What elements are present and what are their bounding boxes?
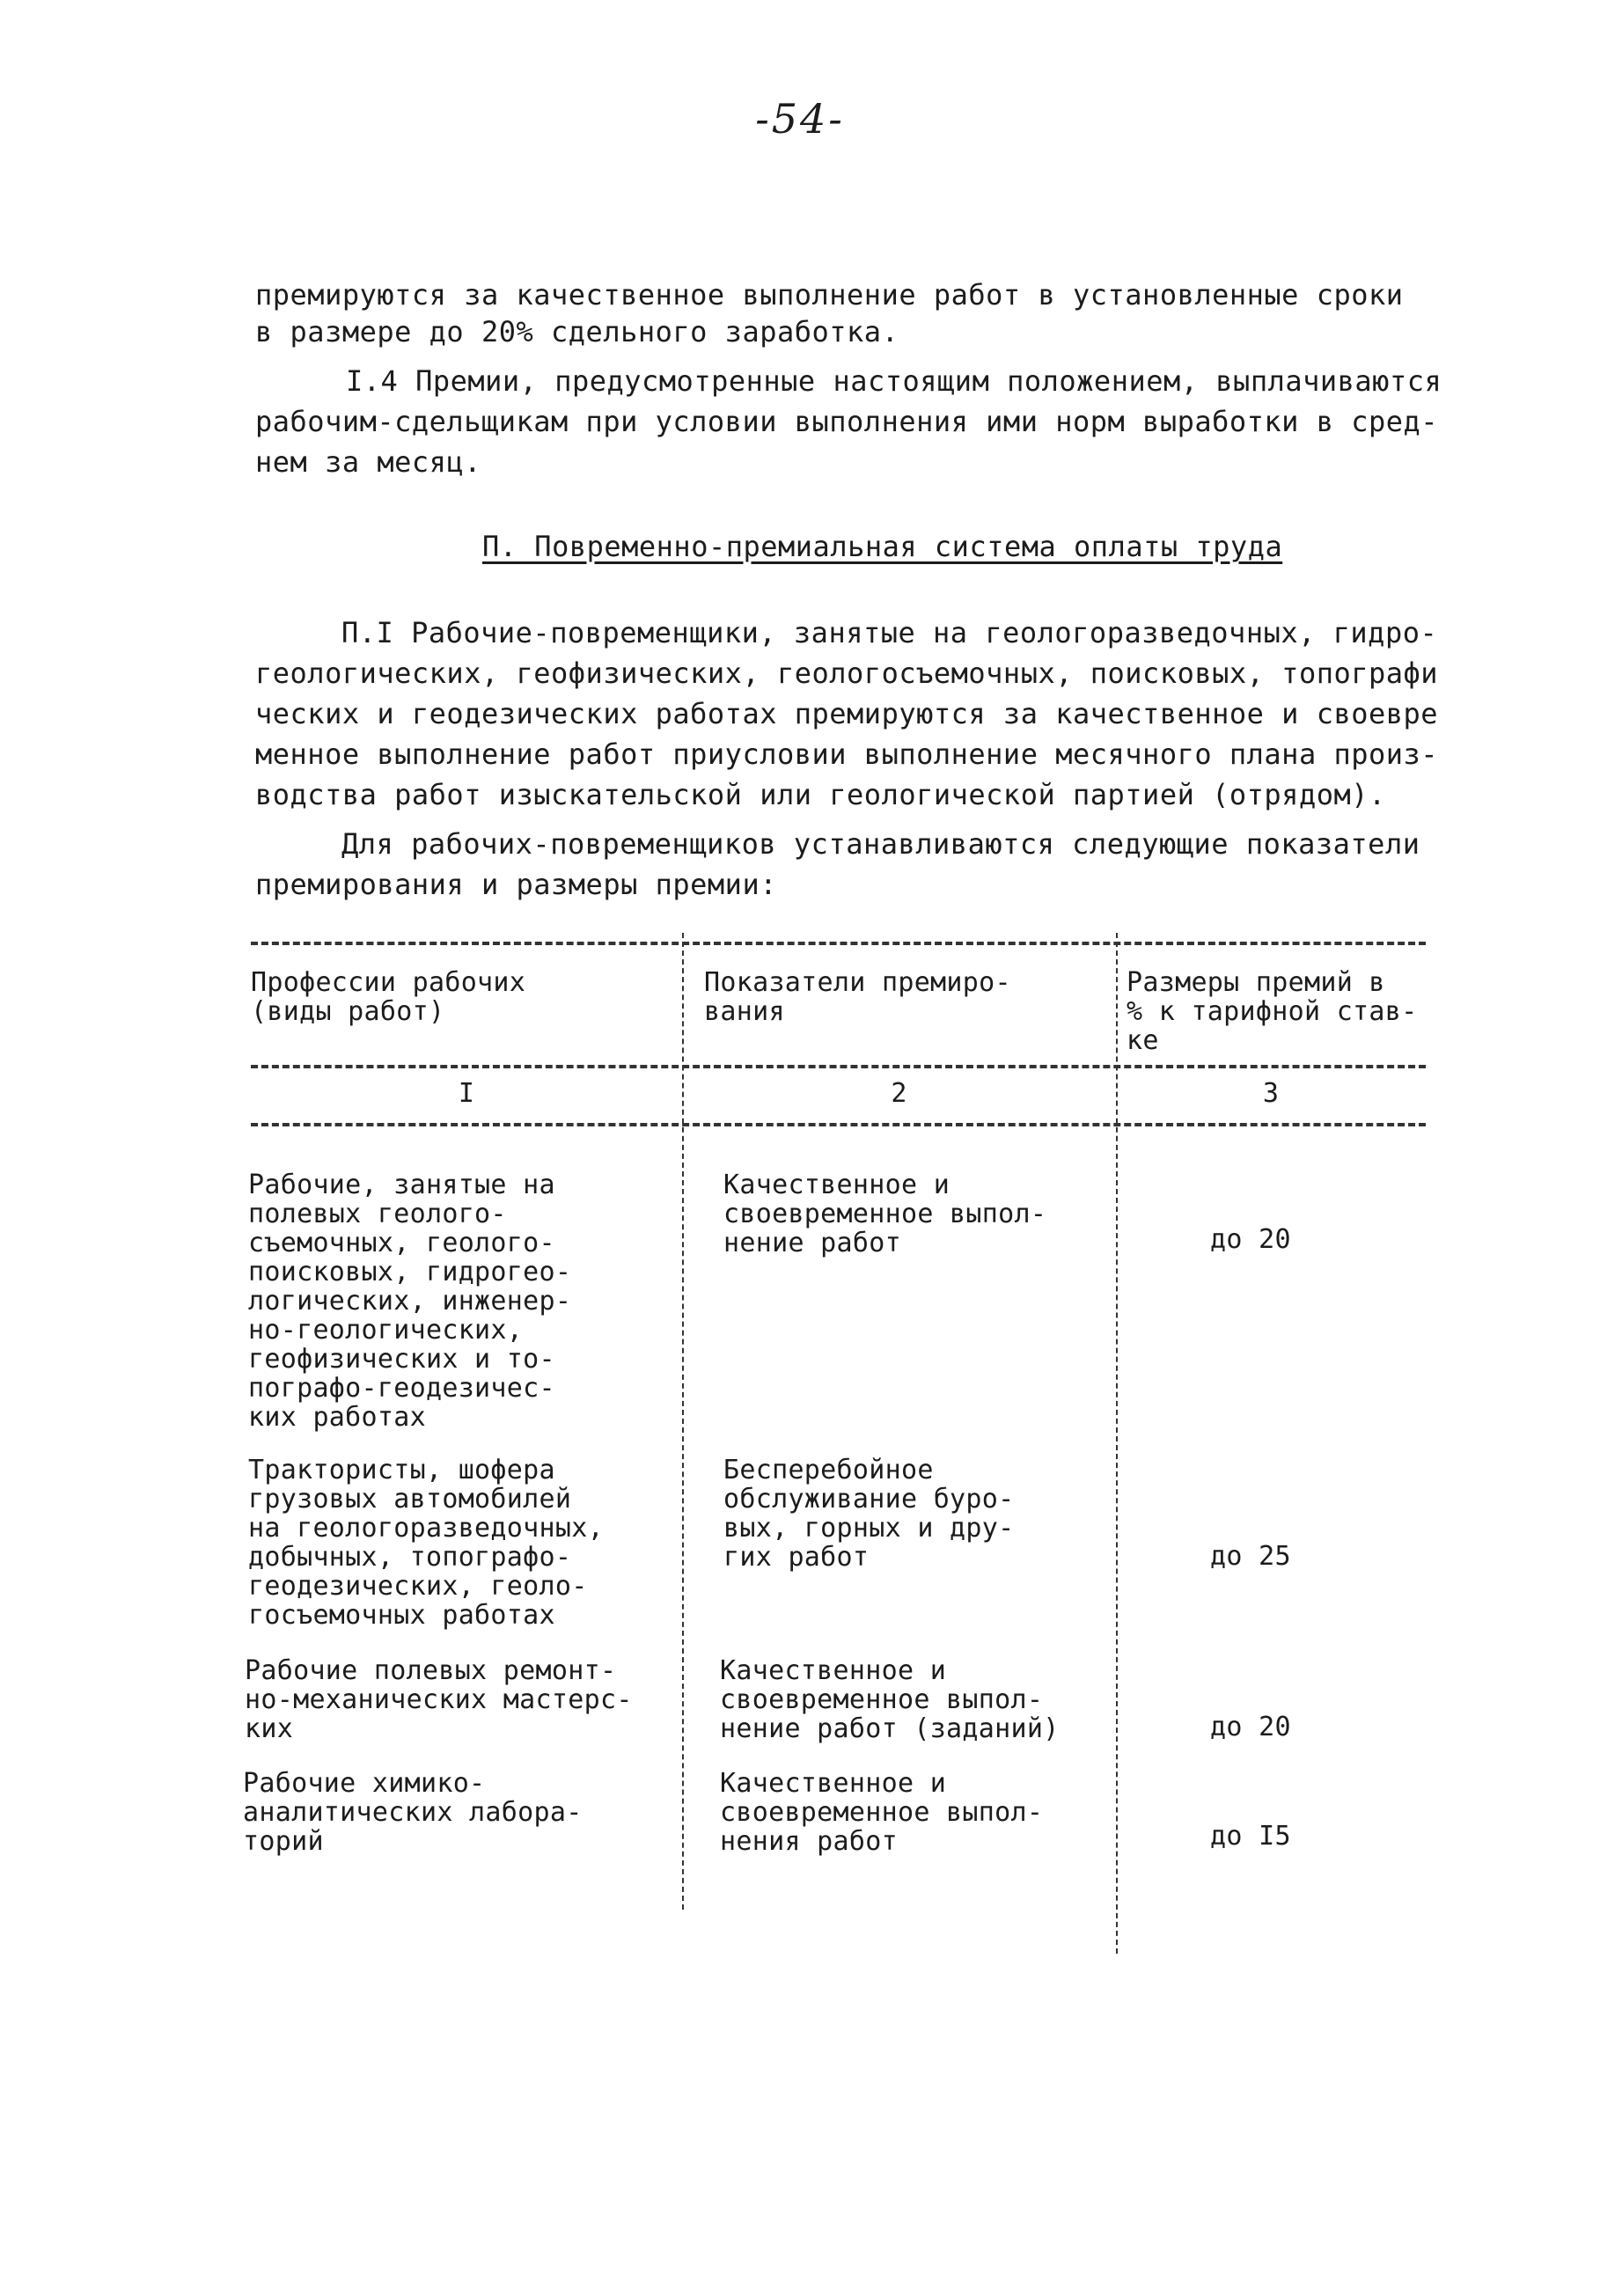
header-professions: Профессии рабочих (виды работ) xyxy=(251,967,526,1027)
table-rule-top xyxy=(251,942,1426,945)
text-line: в размере до 20% сдельного заработка. xyxy=(255,315,899,348)
text-line: Для рабочих-повременщиков устанавливаются следующие показатели xyxy=(341,827,1420,861)
text-line: рабочим-сдельщикам при условии выполнения ими норм выработки в сред- xyxy=(255,405,1439,438)
column-number-2: 2 xyxy=(891,1078,907,1109)
column-number-1: I xyxy=(458,1078,475,1109)
text-line: премируются за качественное выполнение работ в установленные сроки xyxy=(255,278,1404,312)
table-rule-header xyxy=(251,1065,1426,1068)
section-heading: П. Повременно-премиальная система оплаты труда xyxy=(482,530,1283,563)
text-line: I.4 Премии, предусмотренные настоящим положением, выплачиваются xyxy=(346,364,1442,398)
row-4-profession: Рабочие химико- аналитических лабора- торий xyxy=(243,1768,583,1857)
column-number-3: 3 xyxy=(1262,1078,1280,1109)
row-1-size: до 20 xyxy=(1210,1224,1291,1255)
text-line: менное выполнение работ приусловии выполнение месячного плана произ- xyxy=(255,737,1439,771)
row-3-indicator: Качественное и своевременное выпол- нение работ (заданий) xyxy=(720,1655,1060,1744)
row-3-size: до 20 xyxy=(1210,1712,1291,1742)
row-3-profession: Рабочие полевых ремонт- но-механических мастерс- ких xyxy=(245,1655,633,1744)
text-line: премирования и размеры премии: xyxy=(255,868,777,901)
row-1-profession: Рабочие, занятые на полевых геолого- съемочных, геолого- поисковых, гидрогео- логических, инженер- но-геологических, геофизических и то- пографо-геодезичес- ких работах xyxy=(248,1170,572,1433)
page-number: -54- xyxy=(755,95,845,143)
header-indicators: Показатели премиро- вания xyxy=(704,967,1011,1027)
table-rule-numbers xyxy=(251,1123,1426,1126)
text-line: нем за месяц. xyxy=(255,445,481,479)
row-1-indicator: Качественное и своевременное выпол- нение работ xyxy=(723,1170,1047,1258)
row-2-indicator: Бесперебойное обслуживание буро- вых, горных и дру- гих работ xyxy=(723,1455,1015,1573)
row-2-size: до 25 xyxy=(1210,1541,1291,1572)
text-line: водства работ изыскательской или геологической партией (отрядом). xyxy=(255,778,1386,811)
text-line: геологических, геофизических, геологосъемочных, поисковых, топографи xyxy=(255,657,1439,690)
header-bonus-size: Размеры премий в % к тарифной став- ке xyxy=(1127,967,1418,1056)
text-line: П.I Рабочие-повременщики, занятые на геологоразведочных, гидро- xyxy=(341,616,1438,649)
row-4-indicator: Качественное и своевременное выпол- нения работ xyxy=(720,1768,1044,1857)
row-4-size: до I5 xyxy=(1210,1821,1291,1852)
row-2-profession: Трактористы, шофера грузовых автомобилей на геологоразведочных, добычных, топографо- геодезических, геоло- госъемочных работах xyxy=(248,1455,604,1631)
text-line: ческих и геодезических работах премируются за качественное и своевре xyxy=(255,697,1439,730)
